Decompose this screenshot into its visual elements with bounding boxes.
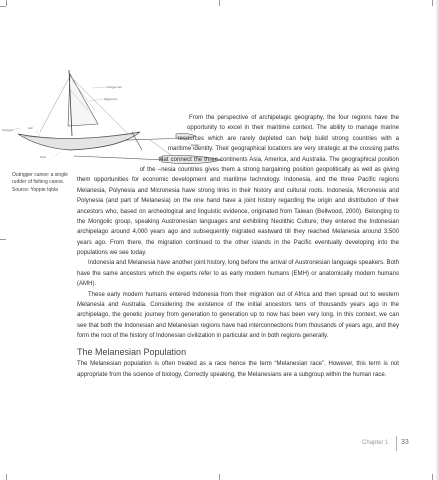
chapter-label: Chapter 1 bbox=[362, 440, 389, 446]
paragraph: Indonesia and Melanesia have another joint history, long before the arrival of Austronesian language speakers. Both have the same ancestors which the experts refer to as early modern humans (EMH) or anatomically modern humans (AMH). bbox=[77, 260, 399, 288]
illustration-label: Rudder bbox=[191, 144, 200, 147]
paragraph: These early modern humans entered Indonesia from their migration out of Africa and then spread out to western Melanesia and Australia. Considering the existence of the initial ancestors tens of thousands years ago in the archipelago, the genetic journey from generation to generation up to now has been very long. In this context, we can see that both the Indonesian and Melanesian regions have had interconnections from thousands of years ago, and they form the root of the history of Indonesian civilization in particular and in both regions generally. bbox=[77, 291, 399, 340]
illustration-caption: Outrigger canoe: a single rudder of fishing canoe. Source: Yoppie Iqbla bbox=[12, 172, 68, 193]
illustration-label: Hull bbox=[28, 127, 33, 130]
illustration-label: Outrigger sail bbox=[106, 86, 122, 89]
section-heading: The Melanesian Population bbox=[77, 346, 187, 357]
illustration-label: Outrigger bbox=[2, 129, 13, 132]
crop-mark-bottom-mid bbox=[219, 474, 220, 480]
crop-mark-bottom-right bbox=[432, 474, 433, 480]
crop-mark-top-right bbox=[432, 0, 433, 6]
crop-mark-top-left bbox=[6, 0, 7, 6]
crop-mark-left-mid bbox=[0, 239, 6, 240]
page-number: 33 bbox=[401, 439, 409, 446]
crop-mark-top-left-h bbox=[0, 6, 6, 7]
illustration-label: Rigging line bbox=[104, 98, 118, 101]
body-text bbox=[77, 113, 399, 380]
paragraph: The Melanesian population is often treated as a race hence the term “Melanesian race”. However, this term is not appropriate from the science of biology. Correctly speaking, the Melanesians are a subgroup within the human race. bbox=[77, 361, 399, 378]
crop-mark-bottom-left bbox=[6, 474, 7, 480]
footer-divider bbox=[396, 436, 397, 451]
illustration-label: Float bbox=[40, 156, 46, 159]
crop-mark-top-mid bbox=[219, 0, 220, 6]
paragraph: From the perspective of archipelagic geography, the four regions have the opportunity to excel in their maritime context. The ability to manage marine resources which are rarely depleted can help build strong countries with a maritime identity. Their geographical locations are very strategic at the crossing paths that connect the three continents Asia, America, and Australia. The geographical position of the –nesia countries gives them a strong bargaining position geopolitically as well as giving them opportunities for economic development and maritime technology. Indonesia, and the three Pacific regions Melanesia, Polynesia and Micronesia have strong links in their history and cultural roots. Indonesia, Micronesia and Polynesia (and part of Melanesia) on the one hand have a joint history regarding the origin and distribution of their ancestors who, based on archeological and linguistic evidence, originated from Taiwan (Bellwood, 2000). Belonging to the Mongolic group, speaking Austronesian languages and exhibiting Neolithic Culture, they entered the Indonesian archipelago around 4,000 years ago and subsequently migrated eastward till they reached Melanesia around 3,500 years ago. From there, the migration continued to the other islands in the Pacific eventually developing into the populations we see today. bbox=[77, 115, 399, 257]
page-edge-shadow bbox=[435, 0, 439, 480]
